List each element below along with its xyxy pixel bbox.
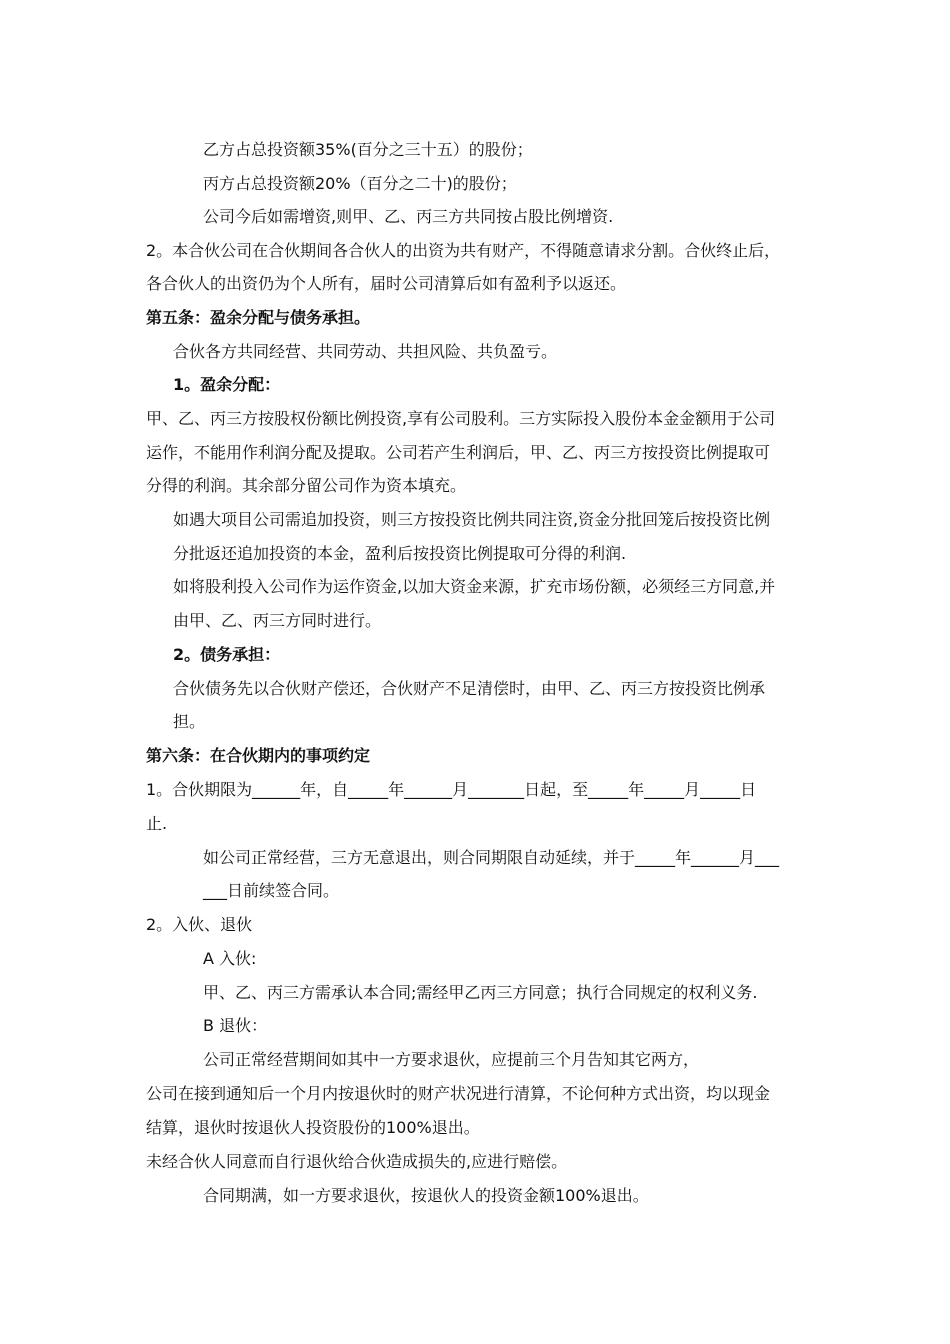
subsection-heading: 1。盈余分配： (173, 375, 281, 394)
text-line: 甲、乙、丙三方按股权份额比例投资,享有公司股利。三方实际投入股份本金金额用于公司 (146, 409, 776, 428)
text-line: 如遇大项目公司需追加投资，则三方按投资比例共同注资,资金分批回笼后按投资比例 (173, 510, 771, 529)
text-line: 丙方占总投资额20%（百分之二十)的股份； (203, 174, 517, 193)
text-line: 合伙各方共同经营、共同劳动、共担风险、共负盈亏。 (173, 342, 558, 361)
section-heading: 第六条：在合伙期内的事项约定 (146, 746, 371, 765)
text-line: 未经合伙人同意而自行退伙给合伙造成损失的,应进行赔偿。 (146, 1152, 568, 1171)
text-line: 如将股利投入公司作为运作资金,以加大资金来源，扩充市场份额，必须经三方同意,并 (173, 577, 776, 596)
text-line: 公司在接到通知后一个月内按退伙时的财产状况进行清算，不论何种方式出资，均以现金 (146, 1084, 771, 1103)
text-line: 合伙债务先以合伙财产偿还，合伙财产不足清偿时，由甲、乙、丙三方按投资比例承 (173, 679, 766, 698)
text-line: 2。入伙、退伙 (146, 915, 253, 934)
text-line: A 入伙: (203, 949, 257, 968)
text-line: 甲、乙、丙三方需承认本合同;需经甲乙丙三方同意；执行合同规定的权利义务. (203, 983, 758, 1002)
text-line: 各合伙人的出资仍为个人所有，届时公司清算后如有盈利予以返还。 (146, 274, 627, 293)
text-line: 2。本合伙公司在合伙期间各合伙人的出资为共有财产，不得随意请求分割。合伙终止后， (146, 241, 781, 260)
text-line: 1。合伙期限为______年，自_____年______月_______日起，至_____年_____月_____日 (146, 780, 757, 799)
text-line: ___日前续签合同。 (203, 881, 340, 900)
text-line: 公司正常经营期间如其中一方要求退伙，应提前三个月告知其它两方， (203, 1050, 700, 1069)
text-line: 结算，退伙时按退伙人投资股份的100%退出。 (146, 1118, 480, 1137)
text-line: B 退伙： (203, 1016, 268, 1035)
text-line: 公司今后如需增资,则甲、乙、丙三方共同按占股比例增资. (203, 207, 614, 226)
subsection-heading: 2。债务承担： (173, 645, 281, 664)
text-line: 乙方占总投资额35%(百分之三十五）的股份； (203, 140, 533, 159)
text-line: 运作，不能用作利润分配及提取。公司若产生利润后，甲、乙、丙三方按投资比例提取可 (146, 443, 771, 462)
text-line: 合同期满，如一方要求退伙，按退伙人的投资金额100%退出。 (203, 1186, 649, 1205)
text-line: 止. (146, 814, 168, 833)
text-line: 由甲、乙、丙三方同时进行。 (173, 611, 382, 630)
text-line: 担。 (173, 712, 206, 731)
text-line: 分批返还追加投资的本金，盈利后按投资比例提取可分得的利润. (173, 544, 627, 563)
text-line: 分得的利润。其余部分留公司作为资本填充。 (146, 476, 467, 495)
text-line: 如公司正常经营，三方无意退出，则合同期限自动延续，并于_____年______月___ (203, 848, 780, 867)
section-heading: 第五条：盈余分配与债务承担。 (146, 308, 371, 327)
